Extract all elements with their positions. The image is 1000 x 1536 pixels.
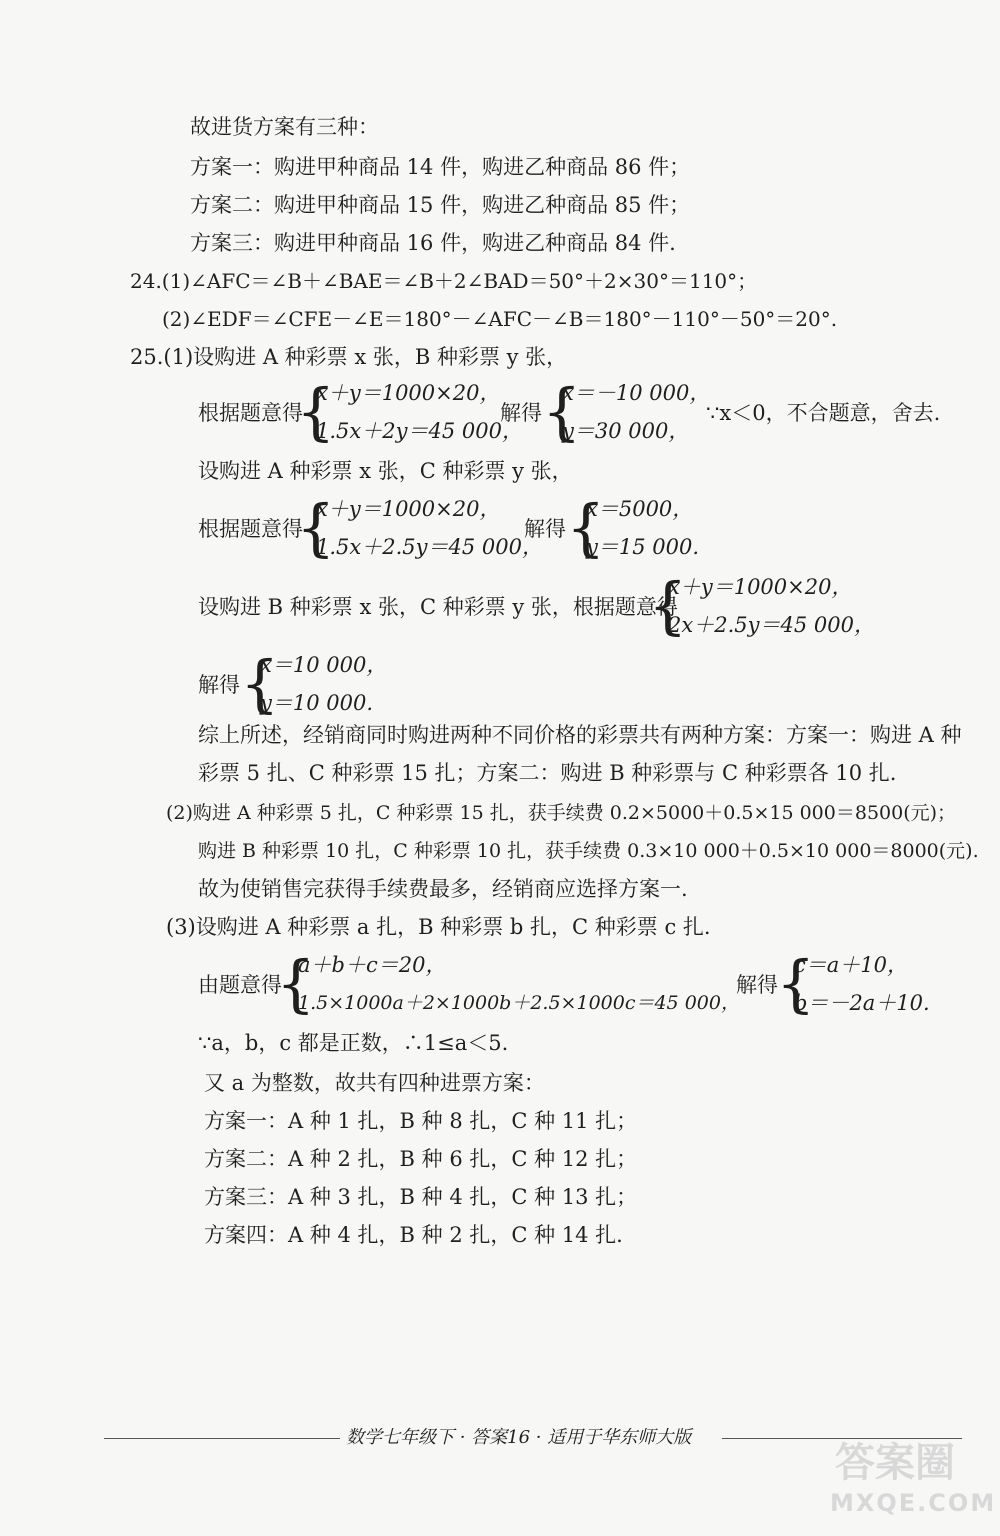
equation: x＋y＝1000×20， [668,575,853,599]
watermark-logo [830,1431,997,1526]
text-line: (3)设购进 A 种彩票 a 扎，B 种彩票 b 扎，C 种彩票 c 扎. [166,915,711,939]
text-line: 方案四：A 种 4 扎，B 种 2 扎，C 种 14 扎. [204,1223,623,1247]
text-line: 彩票 5 扎、C 种彩票 15 扎；方案二：购进 B 种彩票与 C 种彩票各 10 扎. [198,761,897,785]
left-brace: { [240,647,280,720]
equation: x＋y＝1000×20， [316,497,501,521]
equation: 2x＋2.5y＝45 000， [668,613,875,637]
text-line: (2)购进 A 种彩票 5 扎，C 种彩票 15 扎，获手续费 0.2×5000＋0.5×15 000＝8500(元)； [166,802,957,824]
text-line: ∵a，b，c 都是正数，∴1≤a＜5. [198,1031,509,1055]
equation-lead: 设购进 B 种彩票 x 张，C 种彩票 y 张，根据题意得 [198,595,678,619]
equation: y＝30 000， [562,419,690,443]
problem-24-part-2: (2)∠EDF＝∠CFE－∠E＝180°－∠AFC－∠B＝180°－110°－50°＝20°. [162,307,838,331]
solve-label: 解得 [198,673,240,697]
problem-24-part-1: 24.(1)∠AFC＝∠B＋∠BAE＝∠B＋2∠BAD＝50°＋2×30°＝110°； [130,269,758,293]
left-brace: { [542,375,582,448]
equation: 1.5×1000a＋2×1000b＋2.5×1000c＝45 000， [298,992,740,1014]
text-line: ∵x＜0，不合题意，舍去. [706,401,941,425]
footer-rule-left [104,1438,340,1439]
solve-label: 解得 [736,973,778,997]
left-brace: { [648,569,688,642]
watermark-title: 答案圈 [835,1440,955,1486]
left-brace: { [276,947,316,1020]
solve-label: 解得 [524,517,566,541]
equation: x＝－10 000， [562,381,711,405]
equation-lead: 根据题意得 [198,517,303,541]
equation: 1.5x＋2y＝45 000， [316,419,523,443]
equation: y＝15 000. [586,535,700,559]
page-footer: 数学七年级下 · 答案16 · 适用于华东师大版 [346,1427,692,1448]
text-line: 购进 B 种彩票 10 扎，C 种彩票 10 扎，获手续费 0.3×10 000＋0.5×10 000＝8000(元). [198,840,979,862]
text-line: 方案三：A 种 3 扎，B 种 4 扎，C 种 13 扎； [204,1185,638,1209]
left-brace: { [296,491,336,564]
left-brace: { [566,491,606,564]
text-line: 方案二：购进甲种商品 15 件，购进乙种商品 85 件； [190,193,691,217]
text-line: 故为使销售完获得手续费最多，经销商应选择方案一. [198,877,688,901]
equation: x＝10 000， [260,653,388,677]
left-brace: { [776,947,816,1020]
left-brace: { [296,375,336,448]
text-line: 方案一：购进甲种商品 14 件，购进乙种商品 86 件； [190,155,691,179]
text-line: 设购进 A 种彩票 x 张，C 种彩票 y 张， [198,459,573,483]
text-line: 又 a 为整数，故共有四种进票方案： [204,1071,545,1095]
text-line: 故进货方案有三种： [190,115,379,139]
equation: c＝a＋10， [794,953,909,977]
text-line: 方案二：A 种 2 扎，B 种 6 扎，C 种 12 扎； [204,1147,638,1171]
equation: 1.5x＋2.5y＝45 000， [316,535,543,559]
equation: b＝－2a＋10. [794,991,930,1015]
equation-lead: 由题意得 [198,973,282,997]
equation: a＋b＋c＝20， [298,953,447,977]
equation: x＋y＝1000×20， [316,381,501,405]
watermark-url: MXQE.COM [830,1489,997,1517]
text-line: 综上所述，经销商同时购进两种不同价格的彩票共有两种方案：方案一：购进 A 种 [198,723,962,747]
equation: y＝10 000. [260,691,374,715]
equation-lead: 根据题意得 [198,401,303,425]
solve-label: 解得 [500,401,542,425]
problem-25-heading: 25.(1)设购进 A 种彩票 x 张，B 种彩票 y 张， [130,345,568,369]
text-line: 方案一：A 种 1 扎，B 种 8 扎，C 种 11 扎； [204,1109,638,1133]
equation: x＝5000， [586,497,694,521]
text-line: 方案三：购进甲种商品 16 件，购进乙种商品 84 件. [190,231,676,255]
